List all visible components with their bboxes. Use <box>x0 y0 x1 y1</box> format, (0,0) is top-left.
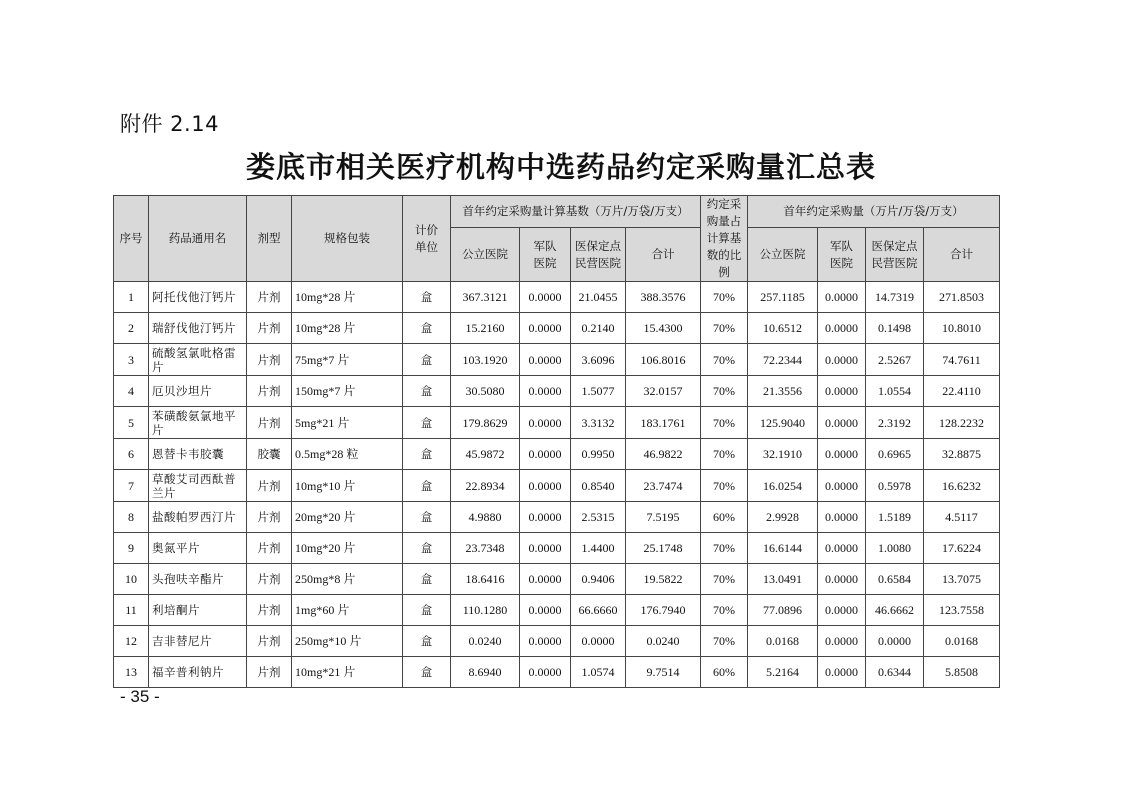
dosage-form-cell: 片剂 <box>247 564 292 595</box>
base-public-cell: 18.6416 <box>451 564 520 595</box>
base-military-cell: 0.0000 <box>520 533 571 564</box>
vol-public-cell: 0.0168 <box>748 626 818 657</box>
ratio-cell: 70% <box>701 533 748 564</box>
base-private-cell: 2.5315 <box>571 502 626 533</box>
spec-cell: 10mg*28 片 <box>292 282 403 313</box>
header-vol-military: 军队医院 <box>818 228 866 282</box>
seq-cell: 4 <box>114 376 149 407</box>
spec-cell: 10mg*21 片 <box>292 657 403 688</box>
seq-cell: 6 <box>114 439 149 470</box>
spec-cell: 250mg*10 片 <box>292 626 403 657</box>
table-row <box>114 564 1000 595</box>
vol-military-cell: 0.0000 <box>818 502 866 533</box>
spec-cell: 5mg*21 片 <box>292 407 403 439</box>
header-vol-total: 合计 <box>924 228 1000 282</box>
base-private-cell: 3.6096 <box>571 344 626 376</box>
unit-cell: 盒 <box>403 344 451 376</box>
base-military-cell: 0.0000 <box>520 282 571 313</box>
vol-private-cell: 46.6662 <box>866 595 924 626</box>
unit-cell: 盒 <box>403 533 451 564</box>
header-drug-name: 药品通用名 <box>149 196 247 282</box>
ratio-cell: 70% <box>701 470 748 502</box>
base-private-cell: 0.9406 <box>571 564 626 595</box>
base-total-cell: 7.5195 <box>626 502 701 533</box>
vol-military-cell: 0.0000 <box>818 626 866 657</box>
document-title: 娄底市相关医疗机构中选药品约定采购量汇总表 <box>245 150 876 184</box>
ratio-cell: 60% <box>701 502 748 533</box>
header-base-total: 合计 <box>626 228 701 282</box>
vol-public-cell: 13.0491 <box>748 564 818 595</box>
base-public-cell: 45.9872 <box>451 439 520 470</box>
base-private-cell: 0.2140 <box>571 313 626 344</box>
drug-name-cell: 硫酸氢氯吡格雷片 <box>149 344 247 376</box>
base-public-cell: 8.6940 <box>451 657 520 688</box>
header-unit: 计价单位 <box>403 196 451 282</box>
ratio-cell: 70% <box>701 564 748 595</box>
vol-private-cell: 14.7319 <box>866 282 924 313</box>
base-military-cell: 0.0000 <box>520 564 571 595</box>
spec-cell: 10mg*20 片 <box>292 533 403 564</box>
attachment-label: 附件 2.14 <box>120 112 219 136</box>
base-private-cell: 0.0000 <box>571 626 626 657</box>
unit-cell: 盒 <box>403 564 451 595</box>
seq-cell: 8 <box>114 502 149 533</box>
base-private-cell: 1.0574 <box>571 657 626 688</box>
base-total-cell: 23.7474 <box>626 470 701 502</box>
seq-cell: 12 <box>114 626 149 657</box>
dosage-form-cell: 片剂 <box>247 533 292 564</box>
base-public-cell: 110.1280 <box>451 595 520 626</box>
vol-total-cell: 4.5117 <box>924 502 1000 533</box>
ratio-cell: 70% <box>701 626 748 657</box>
base-private-cell: 1.4400 <box>571 533 626 564</box>
ratio-cell: 70% <box>701 344 748 376</box>
spec-cell: 20mg*20 片 <box>292 502 403 533</box>
header-seq: 序号 <box>114 196 149 282</box>
base-military-cell: 0.0000 <box>520 376 571 407</box>
vol-public-cell: 10.6512 <box>748 313 818 344</box>
vol-total-cell: 5.8508 <box>924 657 1000 688</box>
vol-private-cell: 0.5978 <box>866 470 924 502</box>
ratio-cell: 70% <box>701 407 748 439</box>
drug-name-cell: 头孢呋辛酯片 <box>149 564 247 595</box>
ratio-cell: 70% <box>701 439 748 470</box>
seq-cell: 11 <box>114 595 149 626</box>
base-total-cell: 9.7514 <box>626 657 701 688</box>
unit-cell: 盒 <box>403 282 451 313</box>
table-row <box>114 502 1000 533</box>
unit-cell: 盒 <box>403 439 451 470</box>
base-total-cell: 25.1748 <box>626 533 701 564</box>
dosage-form-cell: 片剂 <box>247 407 292 439</box>
dosage-form-cell: 片剂 <box>247 376 292 407</box>
vol-public-cell: 32.1910 <box>748 439 818 470</box>
seq-cell: 3 <box>114 344 149 376</box>
table-row <box>114 533 1000 564</box>
vol-military-cell: 0.0000 <box>818 407 866 439</box>
unit-cell: 盒 <box>403 657 451 688</box>
vol-public-cell: 77.0896 <box>748 595 818 626</box>
vol-military-cell: 0.0000 <box>818 595 866 626</box>
dosage-form-cell: 片剂 <box>247 344 292 376</box>
seq-cell: 13 <box>114 657 149 688</box>
vol-private-cell: 1.5189 <box>866 502 924 533</box>
unit-cell: 盒 <box>403 595 451 626</box>
spec-cell: 0.5mg*28 粒 <box>292 439 403 470</box>
base-total-cell: 0.0240 <box>626 626 701 657</box>
base-private-cell: 21.0455 <box>571 282 626 313</box>
seq-cell: 7 <box>114 470 149 502</box>
vol-private-cell: 0.0000 <box>866 626 924 657</box>
unit-cell: 盒 <box>403 376 451 407</box>
drug-name-cell: 利培酮片 <box>149 595 247 626</box>
drug-name-cell: 恩替卡韦胶囊 <box>149 439 247 470</box>
drug-name-cell: 阿托伐他汀钙片 <box>149 282 247 313</box>
vol-public-cell: 125.9040 <box>748 407 818 439</box>
base-private-cell: 3.3132 <box>571 407 626 439</box>
spec-cell: 250mg*8 片 <box>292 564 403 595</box>
dosage-form-cell: 片剂 <box>247 502 292 533</box>
vol-military-cell: 0.0000 <box>818 344 866 376</box>
vol-total-cell: 22.4110 <box>924 376 1000 407</box>
dosage-form-cell: 片剂 <box>247 282 292 313</box>
base-public-cell: 179.8629 <box>451 407 520 439</box>
vol-public-cell: 16.6144 <box>748 533 818 564</box>
dosage-form-cell: 胶囊 <box>247 439 292 470</box>
header-base-private: 医保定点民营医院 <box>571 228 626 282</box>
vol-private-cell: 2.3192 <box>866 407 924 439</box>
vol-private-cell: 2.5267 <box>866 344 924 376</box>
base-public-cell: 103.1920 <box>451 344 520 376</box>
ratio-cell: 70% <box>701 313 748 344</box>
vol-private-cell: 1.0554 <box>866 376 924 407</box>
drug-name-cell: 吉非替尼片 <box>149 626 247 657</box>
base-public-cell: 30.5080 <box>451 376 520 407</box>
vol-military-cell: 0.0000 <box>818 657 866 688</box>
header-ratio: 约定采购量占计算基数的比例 <box>701 196 748 282</box>
vol-military-cell: 0.0000 <box>818 564 866 595</box>
header-base-military: 军队医院 <box>520 228 571 282</box>
base-private-cell: 0.8540 <box>571 470 626 502</box>
spec-cell: 10mg*10 片 <box>292 470 403 502</box>
header-vol-public: 公立医院 <box>748 228 818 282</box>
base-total-cell: 19.5822 <box>626 564 701 595</box>
vol-total-cell: 74.7611 <box>924 344 1000 376</box>
header-base-group: 首年约定采购量计算基数（万片/万袋/万支） <box>451 196 701 228</box>
base-public-cell: 15.2160 <box>451 313 520 344</box>
unit-cell: 盒 <box>403 407 451 439</box>
spec-cell: 75mg*7 片 <box>292 344 403 376</box>
vol-total-cell: 123.7558 <box>924 595 1000 626</box>
base-public-cell: 4.9880 <box>451 502 520 533</box>
spec-cell: 10mg*28 片 <box>292 313 403 344</box>
ratio-cell: 70% <box>701 376 748 407</box>
base-total-cell: 32.0157 <box>626 376 701 407</box>
page-number: - 35 - <box>120 687 160 706</box>
table-body <box>114 282 1000 688</box>
drug-name-cell: 盐酸帕罗西汀片 <box>149 502 247 533</box>
vol-total-cell: 10.8010 <box>924 313 1000 344</box>
vol-military-cell: 0.0000 <box>818 470 866 502</box>
header-vol-private: 医保定点民营医院 <box>866 228 924 282</box>
table-row <box>114 657 1000 688</box>
seq-cell: 5 <box>114 407 149 439</box>
vol-private-cell: 1.0080 <box>866 533 924 564</box>
spec-cell: 150mg*7 片 <box>292 376 403 407</box>
dosage-form-cell: 片剂 <box>247 626 292 657</box>
base-public-cell: 367.3121 <box>451 282 520 313</box>
base-total-cell: 388.3576 <box>626 282 701 313</box>
vol-private-cell: 0.6584 <box>866 564 924 595</box>
base-private-cell: 0.9950 <box>571 439 626 470</box>
spec-cell: 1mg*60 片 <box>292 595 403 626</box>
table-row <box>114 595 1000 626</box>
base-total-cell: 176.7940 <box>626 595 701 626</box>
dosage-form-cell: 片剂 <box>247 470 292 502</box>
vol-total-cell: 16.6232 <box>924 470 1000 502</box>
dosage-form-cell: 片剂 <box>247 657 292 688</box>
drug-name-cell: 草酸艾司西酞普兰片 <box>149 470 247 502</box>
unit-cell: 盒 <box>403 502 451 533</box>
table-row <box>114 376 1000 407</box>
base-public-cell: 22.8934 <box>451 470 520 502</box>
header-volume-group: 首年约定采购量（万片/万袋/万支） <box>748 196 1000 228</box>
base-public-cell: 0.0240 <box>451 626 520 657</box>
drug-name-cell: 苯磺酸氨氯地平片 <box>149 407 247 439</box>
table-row <box>114 626 1000 657</box>
header-spec: 规格包装 <box>292 196 403 282</box>
table-row <box>114 344 1000 376</box>
vol-total-cell: 17.6224 <box>924 533 1000 564</box>
drug-name-cell: 厄贝沙坦片 <box>149 376 247 407</box>
table-row <box>114 470 1000 502</box>
vol-military-cell: 0.0000 <box>818 533 866 564</box>
unit-cell: 盒 <box>403 626 451 657</box>
seq-cell: 9 <box>114 533 149 564</box>
vol-total-cell: 0.0168 <box>924 626 1000 657</box>
base-military-cell: 0.0000 <box>520 344 571 376</box>
base-total-cell: 106.8016 <box>626 344 701 376</box>
base-private-cell: 1.5077 <box>571 376 626 407</box>
base-total-cell: 15.4300 <box>626 313 701 344</box>
base-military-cell: 0.0000 <box>520 470 571 502</box>
vol-private-cell: 0.6965 <box>866 439 924 470</box>
table-row <box>114 282 1000 313</box>
vol-military-cell: 0.0000 <box>818 376 866 407</box>
vol-total-cell: 128.2232 <box>924 407 1000 439</box>
seq-cell: 10 <box>114 564 149 595</box>
vol-private-cell: 0.6344 <box>866 657 924 688</box>
drug-name-cell: 奥氮平片 <box>149 533 247 564</box>
dosage-form-cell: 片剂 <box>247 595 292 626</box>
base-military-cell: 0.0000 <box>520 502 571 533</box>
base-military-cell: 0.0000 <box>520 595 571 626</box>
header-base-public: 公立医院 <box>451 228 520 282</box>
base-military-cell: 0.0000 <box>520 313 571 344</box>
vol-public-cell: 2.9928 <box>748 502 818 533</box>
vol-total-cell: 13.7075 <box>924 564 1000 595</box>
base-military-cell: 0.0000 <box>520 407 571 439</box>
base-total-cell: 183.1761 <box>626 407 701 439</box>
base-total-cell: 46.9822 <box>626 439 701 470</box>
dosage-form-cell: 片剂 <box>247 313 292 344</box>
ratio-cell: 60% <box>701 657 748 688</box>
seq-cell: 2 <box>114 313 149 344</box>
vol-public-cell: 257.1185 <box>748 282 818 313</box>
header-dosage-form: 剂型 <box>247 196 292 282</box>
base-private-cell: 66.6660 <box>571 595 626 626</box>
base-public-cell: 23.7348 <box>451 533 520 564</box>
base-military-cell: 0.0000 <box>520 657 571 688</box>
drug-name-cell: 福辛普利钠片 <box>149 657 247 688</box>
vol-military-cell: 0.0000 <box>818 439 866 470</box>
ratio-cell: 70% <box>701 282 748 313</box>
seq-cell: 1 <box>114 282 149 313</box>
vol-public-cell: 16.0254 <box>748 470 818 502</box>
table-row <box>114 313 1000 344</box>
vol-total-cell: 32.8875 <box>924 439 1000 470</box>
vol-military-cell: 0.0000 <box>818 313 866 344</box>
procurement-summary-table <box>113 195 1000 688</box>
table-row <box>114 407 1000 439</box>
table-row <box>114 439 1000 470</box>
ratio-cell: 70% <box>701 595 748 626</box>
vol-private-cell: 0.1498 <box>866 313 924 344</box>
vol-military-cell: 0.0000 <box>818 282 866 313</box>
vol-public-cell: 5.2164 <box>748 657 818 688</box>
unit-cell: 盒 <box>403 313 451 344</box>
vol-public-cell: 21.3556 <box>748 376 818 407</box>
base-military-cell: 0.0000 <box>520 626 571 657</box>
drug-name-cell: 瑞舒伐他汀钙片 <box>149 313 247 344</box>
base-military-cell: 0.0000 <box>520 439 571 470</box>
unit-cell: 盒 <box>403 470 451 502</box>
vol-total-cell: 271.8503 <box>924 282 1000 313</box>
vol-public-cell: 72.2344 <box>748 344 818 376</box>
